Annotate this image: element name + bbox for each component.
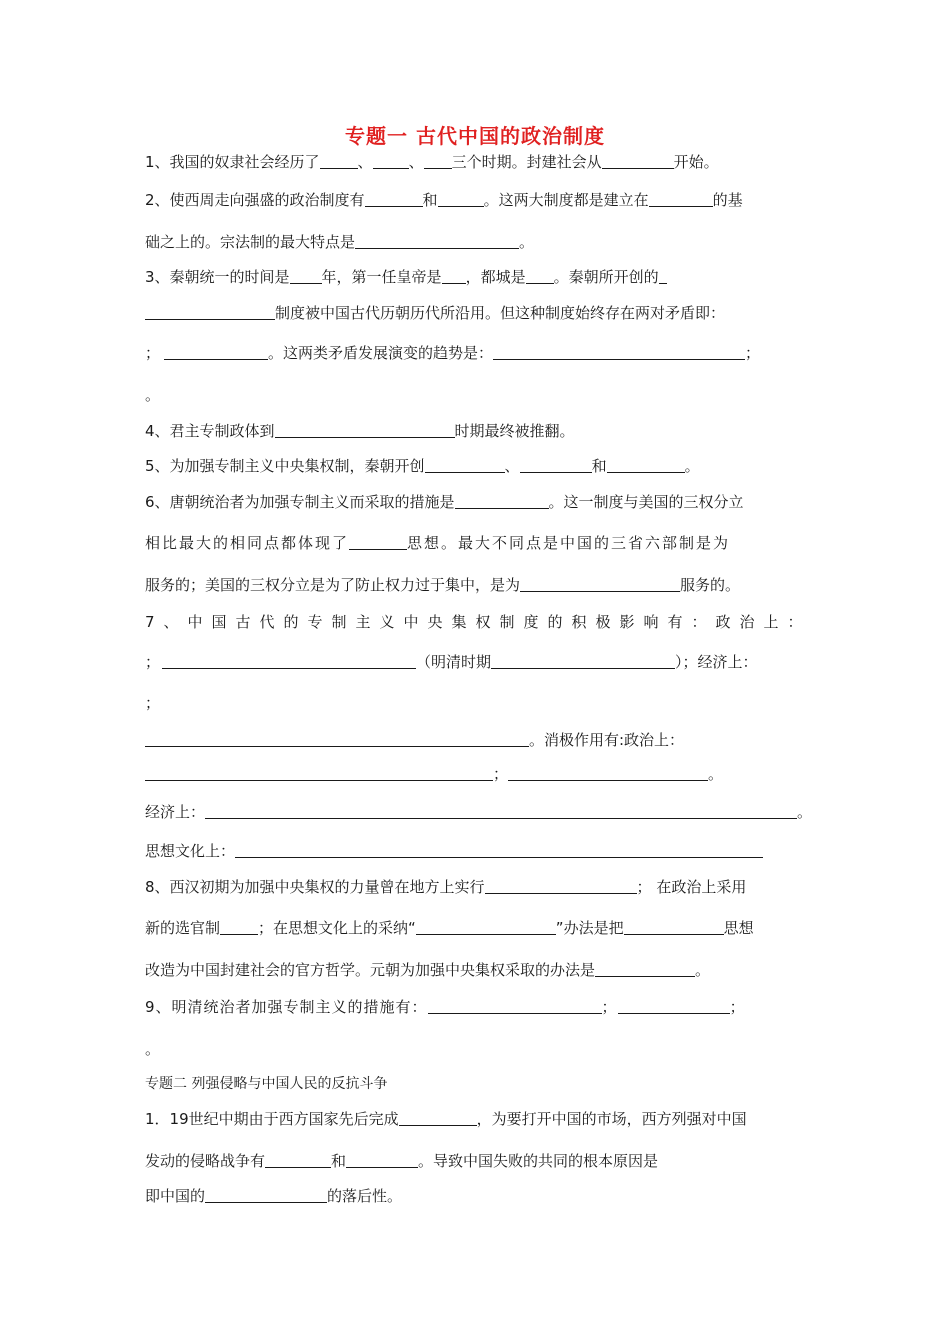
- blank[interactable]: [235, 841, 763, 858]
- question-6-cont: [145, 533, 730, 553]
- text: ；: [145, 344, 161, 362]
- text: 改造为中国封建社会的官方哲学。元朝为加强中央集权采取的办法是: [145, 961, 596, 979]
- text: 。: [145, 386, 161, 404]
- blank[interactable]: [428, 997, 602, 1014]
- text: 和: [331, 1152, 347, 1170]
- text: 和: [422, 191, 438, 209]
- text: 。: [684, 457, 700, 475]
- text: ；: [601, 998, 618, 1016]
- blank[interactable]: [618, 997, 730, 1014]
- text: 、: [408, 153, 424, 171]
- blank[interactable]: [162, 652, 416, 669]
- blank[interactable]: [220, 918, 258, 935]
- question-5: [145, 456, 700, 476]
- text: 2、使西周走向强盛的政治制度有: [145, 191, 365, 209]
- blank[interactable]: [649, 190, 713, 207]
- text: 和: [591, 457, 607, 475]
- question-3-cont: [145, 303, 725, 323]
- question-1: [145, 152, 719, 172]
- text: 9、明清统治者加强专制主义的措施有：: [145, 998, 428, 1016]
- text: 思想。最大不同点是中国的三省六部制是为: [407, 534, 731, 552]
- question-6: [145, 492, 744, 512]
- text: 1、我国的奴隶社会经历了: [145, 153, 320, 171]
- text: 时期最终被推翻。: [454, 422, 575, 440]
- blank[interactable]: [595, 960, 695, 977]
- blank[interactable]: [365, 190, 423, 207]
- blank[interactable]: [145, 730, 529, 747]
- blank[interactable]: [455, 492, 549, 509]
- question-2-cont: [145, 232, 534, 252]
- text: 制度被中国古代历朝历代所沿用。但这种制度始终存在两对矛盾即：: [275, 304, 726, 322]
- text: 。秦朝所开创的: [553, 268, 659, 286]
- text: 的落后性。: [327, 1187, 403, 1205]
- blank[interactable]: [425, 456, 505, 473]
- blank[interactable]: [320, 152, 358, 169]
- text: ；: [145, 694, 161, 712]
- blank[interactable]: [265, 1151, 331, 1168]
- text: 3、秦朝统一的时间是: [145, 268, 290, 286]
- blank[interactable]: [145, 303, 275, 320]
- text: 的基: [712, 191, 743, 209]
- blank[interactable]: [520, 575, 680, 592]
- topic2-question-1: [145, 1109, 747, 1129]
- blank[interactable]: [399, 1109, 477, 1126]
- text: 即中国的: [145, 1187, 206, 1205]
- text: 、: [504, 457, 520, 475]
- question-3-cont3: [145, 385, 160, 405]
- text: 1．19世纪中期由于西方国家先后完成: [145, 1110, 399, 1128]
- text: 8、西汉初期为加强中央集权的力量曾在地方上实行: [145, 878, 485, 896]
- blank[interactable]: [491, 652, 675, 669]
- question-6-cont2: [145, 575, 740, 595]
- text: 三个时期。封建社会从: [451, 153, 602, 171]
- question-8-cont: [145, 918, 754, 938]
- blank[interactable]: [442, 267, 466, 284]
- text: ；: [745, 344, 761, 362]
- text: 。: [145, 1040, 161, 1058]
- blank[interactable]: [205, 802, 797, 819]
- question-2: [145, 190, 743, 210]
- blank[interactable]: [659, 267, 667, 284]
- question-7-cont3: [145, 730, 684, 750]
- blank[interactable]: [205, 1186, 327, 1203]
- question-8: [145, 877, 746, 897]
- blank[interactable]: [416, 918, 556, 935]
- text: 开始。: [673, 153, 719, 171]
- blank[interactable]: [275, 421, 455, 438]
- page-title: 专题一 古代中国的政治制度: [345, 124, 605, 148]
- blank[interactable]: [607, 456, 685, 473]
- text: 相比最大的相同点都体现了: [145, 534, 350, 552]
- topic2-question-1-cont: [145, 1151, 658, 1171]
- question-8-cont2: [145, 960, 710, 980]
- text: 。这两大制度都是建立在: [483, 191, 649, 209]
- section-heading-2: 专题二 列强侵略与中国人民的反抗斗争: [145, 1076, 388, 1092]
- text: 础之上的。宗法制的最大特点是: [145, 233, 356, 251]
- blank[interactable]: [520, 456, 592, 473]
- text: 。导致中国失败的共同的根本原因是: [418, 1152, 659, 1170]
- question-3: [145, 267, 667, 287]
- blank[interactable]: [602, 152, 674, 169]
- text: 思想文化上：: [145, 842, 236, 860]
- question-7-cont: [145, 652, 758, 672]
- question-7-cont6: [145, 841, 763, 861]
- text: ”办法是把: [555, 919, 624, 937]
- text: 7、中国古代的专制主义中央集权制度的积极影响有：政治上：: [145, 613, 812, 631]
- blank[interactable]: [508, 764, 708, 781]
- text: 5、为加强专制主义中央集权制，秦朝开创: [145, 457, 425, 475]
- blank[interactable]: [355, 232, 519, 249]
- text: 6、唐朝统治者为加强专制主义而采取的措施是: [145, 493, 455, 511]
- question-9: [145, 997, 746, 1017]
- text: ；: [145, 653, 161, 671]
- question-3-cont2: [145, 343, 760, 363]
- text: 。: [695, 961, 711, 979]
- text: 。消极作用有:政治上：: [529, 731, 685, 749]
- blank[interactable]: [438, 190, 484, 207]
- text: 。: [519, 233, 535, 251]
- text: 。这一制度与美国的三权分立: [548, 493, 744, 511]
- blank[interactable]: [164, 343, 268, 360]
- text: 经济上：: [145, 803, 206, 821]
- text: 。: [797, 803, 813, 821]
- text: ； 在政治上采用: [636, 878, 747, 896]
- question-7-cont2: [145, 693, 160, 713]
- blank[interactable]: [493, 343, 745, 360]
- question-9-cont: [145, 1039, 160, 1059]
- text: 新的选官制: [145, 919, 221, 937]
- question-7-cont4: [145, 764, 723, 784]
- text: 服务的。: [680, 576, 741, 594]
- text: ；: [729, 998, 746, 1016]
- blank[interactable]: [346, 1151, 418, 1168]
- blank[interactable]: [145, 764, 493, 781]
- text: ）；经济上：: [675, 653, 758, 671]
- topic2-question-1-cont2: [145, 1186, 402, 1206]
- blank[interactable]: [290, 267, 322, 284]
- text: ；: [493, 765, 509, 783]
- blank[interactable]: [424, 152, 452, 169]
- text: 发动的侵略战争有: [145, 1152, 266, 1170]
- question-7: [145, 612, 812, 632]
- blank[interactable]: [624, 918, 724, 935]
- text: 。这两类矛盾发展演变的趋势是：: [268, 344, 494, 362]
- question-4: [145, 421, 575, 441]
- text: 4、君主专制政体到: [145, 422, 275, 440]
- question-7-cont5: [145, 802, 812, 822]
- text: 、: [357, 153, 373, 171]
- blank[interactable]: [485, 877, 637, 894]
- text: ，为要打开中国的市场，西方列强对中国: [476, 1110, 747, 1128]
- blank[interactable]: [373, 152, 409, 169]
- blank[interactable]: [349, 533, 407, 550]
- text: 思想: [723, 919, 754, 937]
- text: 服务的；美国的三权分立是为了防止权力过于集中，是为: [145, 576, 521, 594]
- text: 年，第一任皇帝是: [321, 268, 442, 286]
- blank[interactable]: [526, 267, 554, 284]
- text: （明清时期: [416, 653, 492, 671]
- text: ；在思想文化上的采纳“: [258, 919, 416, 937]
- text: 。: [708, 765, 724, 783]
- text: ，都城是: [465, 268, 526, 286]
